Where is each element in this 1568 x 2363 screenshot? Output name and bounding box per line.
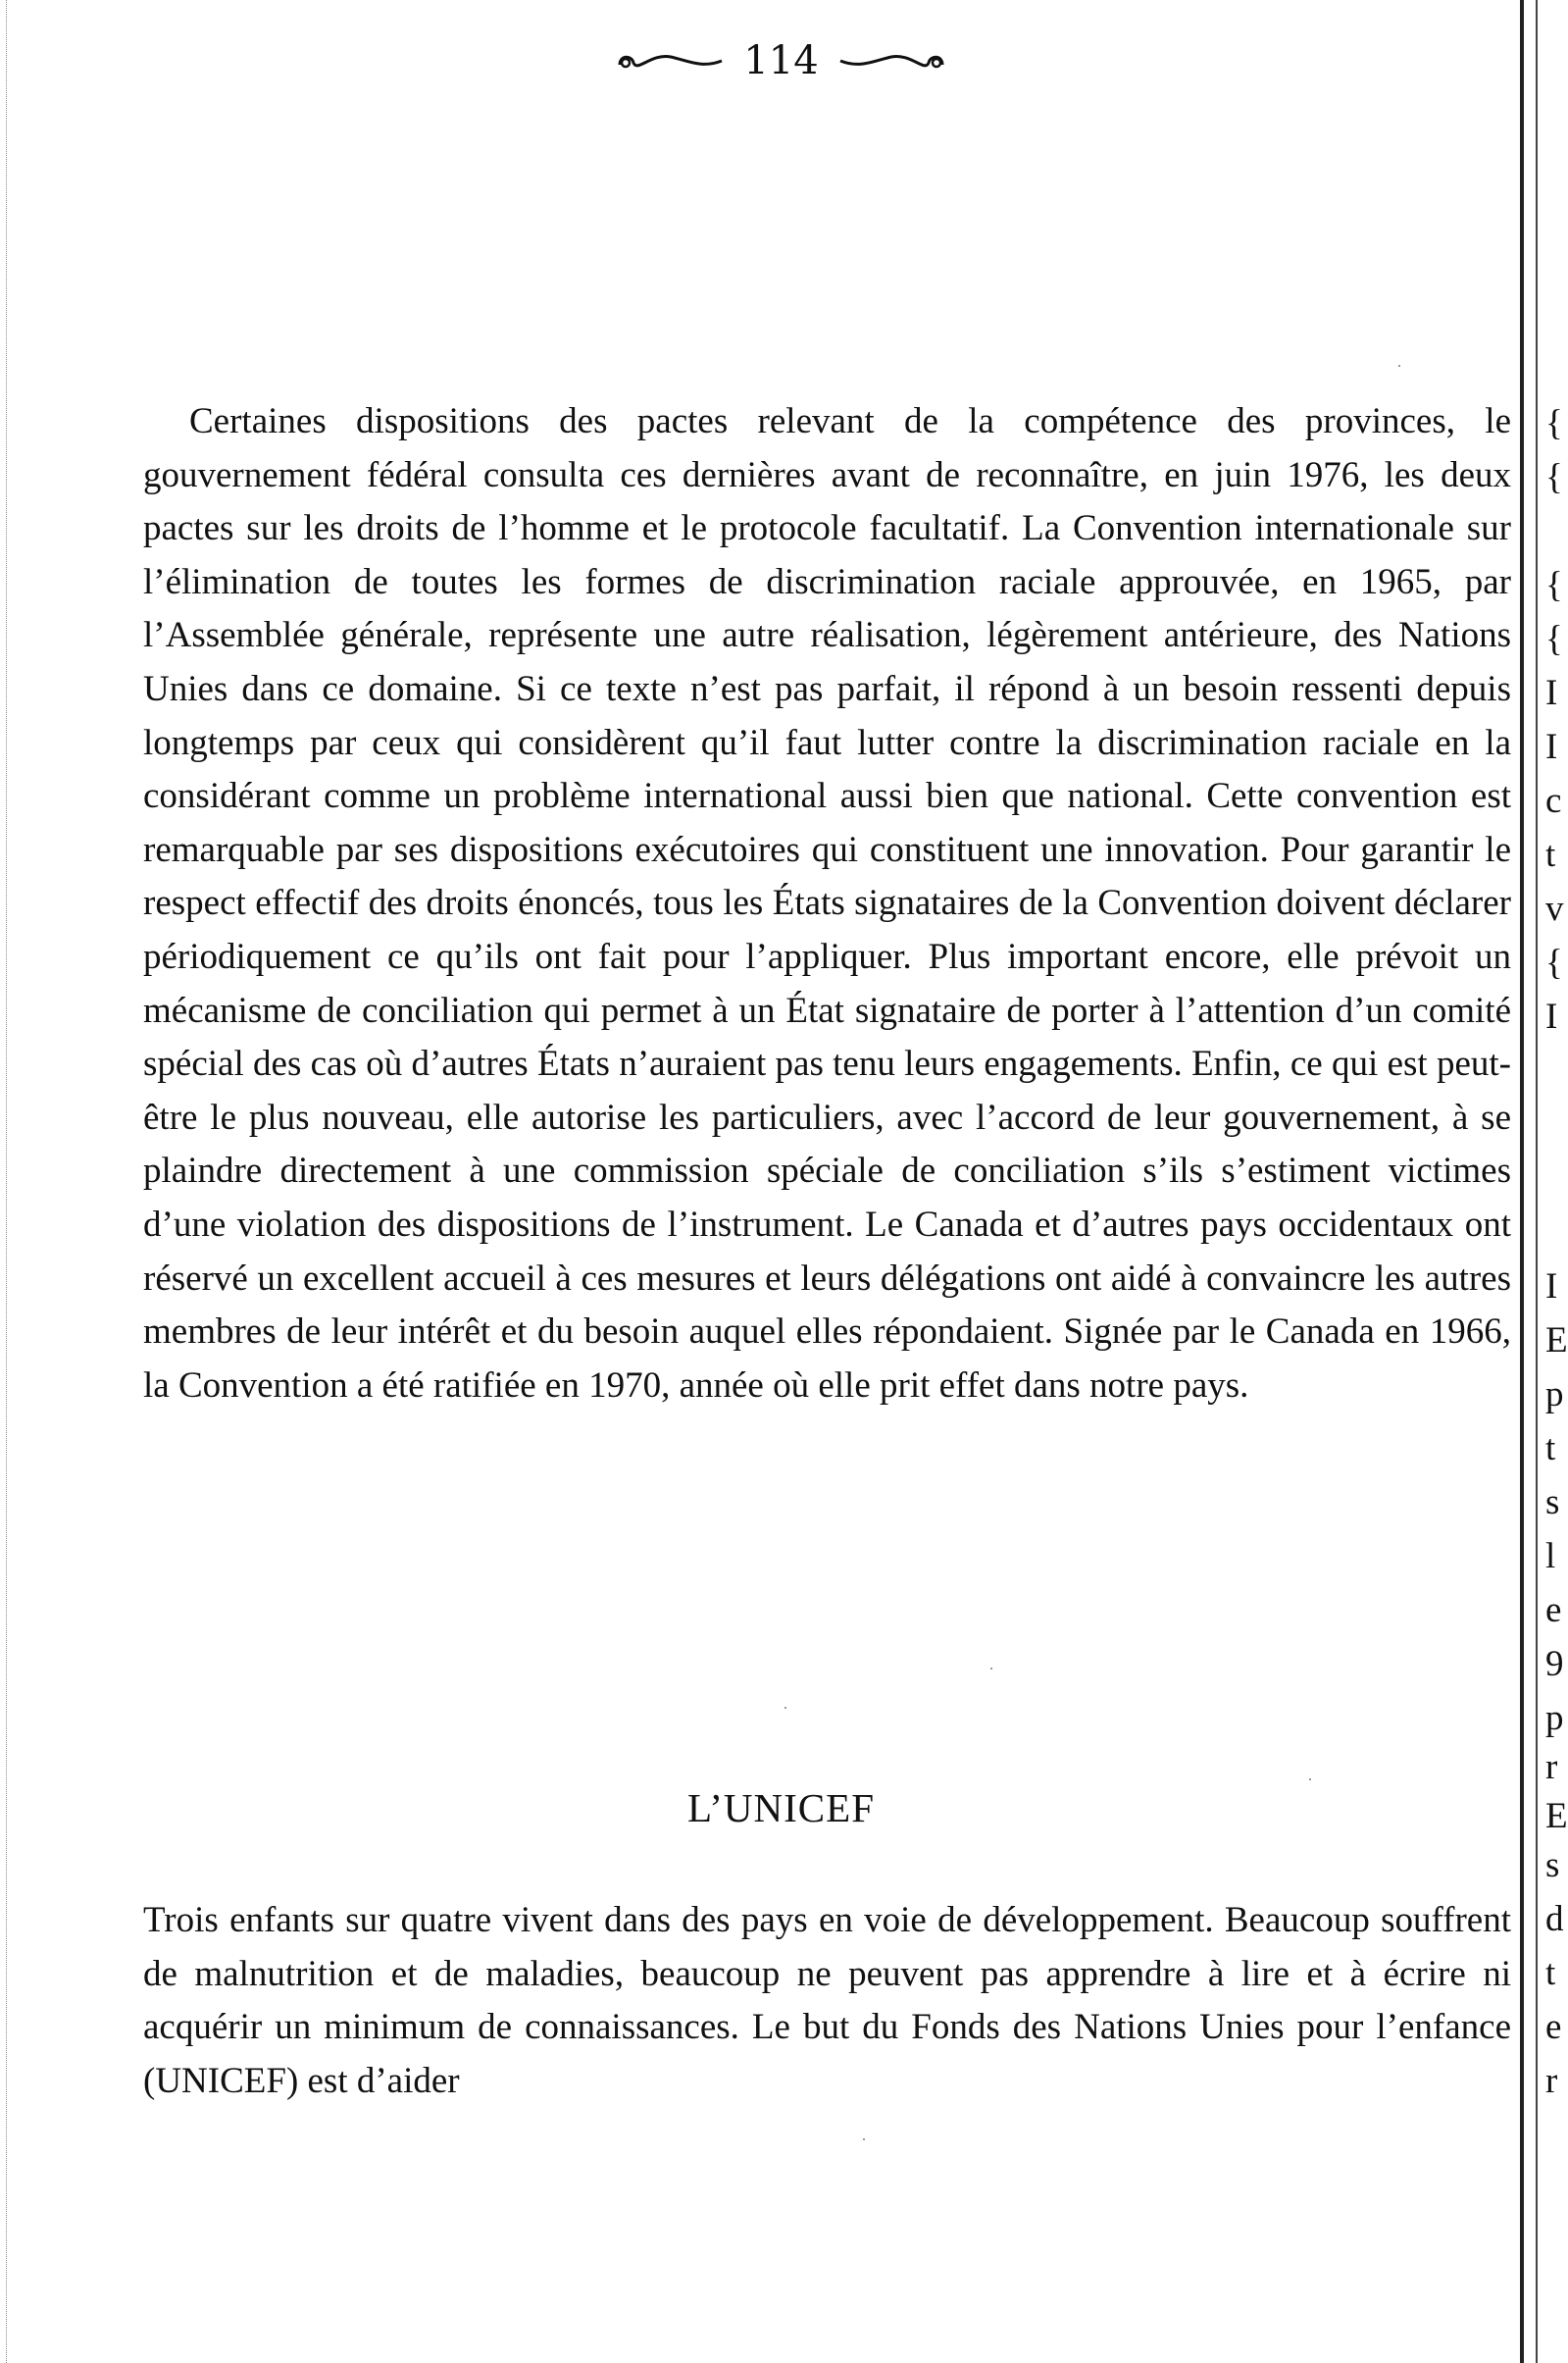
adjacent-page-strip <box>1543 0 1568 2363</box>
adjacent-fragment: t <box>1545 1428 1556 1468</box>
adjacent-fragment: v <box>1545 889 1564 929</box>
scan-speck <box>863 2138 865 2140</box>
adjacent-fragment: e <box>1545 2007 1562 2047</box>
adjacent-fragment: I <box>1545 727 1558 767</box>
adjacent-fragment: I <box>1545 1266 1558 1307</box>
adjacent-fragment: t <box>1545 1953 1556 1993</box>
adjacent-fragment: E <box>1545 1320 1568 1361</box>
adjacent-fragment: r <box>1545 1747 1558 1787</box>
adjacent-fragment: 9 <box>1545 1644 1564 1684</box>
adjacent-fragment: l <box>1545 1536 1556 1576</box>
binding-rule-secondary <box>1536 0 1538 2363</box>
adjacent-fragment: I <box>1545 673 1558 713</box>
adjacent-fragment: { <box>1545 619 1563 659</box>
body-paragraph-unicef <box>143 1894 1511 2108</box>
binding-rule <box>1520 0 1524 2363</box>
scan-speck <box>990 1668 992 1670</box>
left-ornament-icon <box>612 43 730 78</box>
paragraph-text: Certaines dispositions des pactes relevant de la compétence des provinces, le gouvernement fédéral consulta ces dernières avant de reconnaître, en juin 1976, les deux pactes sur les droits de l’homme et le protocole facultatif. La Convention internationale sur l’élimination de toutes les formes de discrimination raciale approuvée, en 1965, par l’Assemblée générale, représente une autre réalisation, légèrement antérieure, des Nations Unies dans ce domaine. Si ce texte n’est pas parfait, il répond à un besoin ressenti depuis longtemps par ceux qui considèrent qu’il faut lutter contre la discrimination raciale en la considérant comme un problème international aussi bien que national. Cette convention est remarquable par ses dispositions exécutoires qui constituent une innovation. Pour garantir le respect effectif des droits énoncés, tous les États signataires de la Convention doivent déclarer périodiquement ce qu’ils ont fait pour l’appliquer. Plus important encore, elle prévoit un mécanisme de conciliation qui permet à un État signataire de porter à l’attention d’un comité spécial des cas où d’autres États n’auraient pas tenu leurs engagements. Enfin, ce qui est peut-être le plus nouveau, elle autorise les particuliers, avec l’accord de leur gouvernement, à se plaindre directement à une commission spéciale de conciliation s’ils s’estiment victimes d’une violation des dispositions de l’instrument. Le Canada et d’autres pays occidentaux ont réservé un excellent accueil à ces mesures et leurs délégations ont aidé à convaincre les autres membres de leur intérêt et du besoin auquel elles répondaient. Signée par le Canada en 1966, la Convention a été ratifiée en 1970, année où elle prit effet dans notre pays. <box>143 401 1511 1406</box>
page-header <box>0 38 1562 83</box>
page-number: 114 <box>743 38 819 83</box>
adjacent-fragment: { <box>1545 457 1563 497</box>
adjacent-fragment: I <box>1545 997 1558 1037</box>
right-ornament-icon <box>833 43 950 78</box>
adjacent-fragment: { <box>1545 943 1563 983</box>
adjacent-fragment: s <box>1545 1845 1560 1885</box>
adjacent-fragment: { <box>1545 565 1563 605</box>
adjacent-fragment: p <box>1545 1374 1564 1414</box>
adjacent-fragment: c <box>1545 781 1562 821</box>
adjacent-fragment: t <box>1545 835 1556 875</box>
page-left-edge <box>6 0 8 2363</box>
adjacent-fragment: s <box>1545 1482 1560 1522</box>
body-paragraph-convention <box>143 395 1511 1413</box>
scan-speck <box>1398 365 1400 367</box>
adjacent-fragment: E <box>1545 1796 1568 1836</box>
adjacent-fragment: p <box>1545 1698 1564 1738</box>
scan-speck <box>1309 1778 1311 1780</box>
adjacent-fragment: e <box>1545 1590 1562 1630</box>
section-heading-unicef: L’UNICEF <box>687 1785 875 1830</box>
adjacent-fragment: d <box>1545 1899 1564 1939</box>
paragraph-text: Trois enfants sur quatre vivent dans des pays en voie de développement. Beaucoup souffrent de malnutrition et de maladies, beaucoup ne peuvent pas apprendre à lire et à écrire ni acquérir un minimum de connaissances. Le but du Fonds des Nations Unies pour l’enfance (UNICEF) est d’aider <box>143 1900 1511 2101</box>
scan-speck <box>784 1707 786 1709</box>
adjacent-fragment: r <box>1545 2061 1558 2101</box>
adjacent-fragment: { <box>1545 403 1563 443</box>
